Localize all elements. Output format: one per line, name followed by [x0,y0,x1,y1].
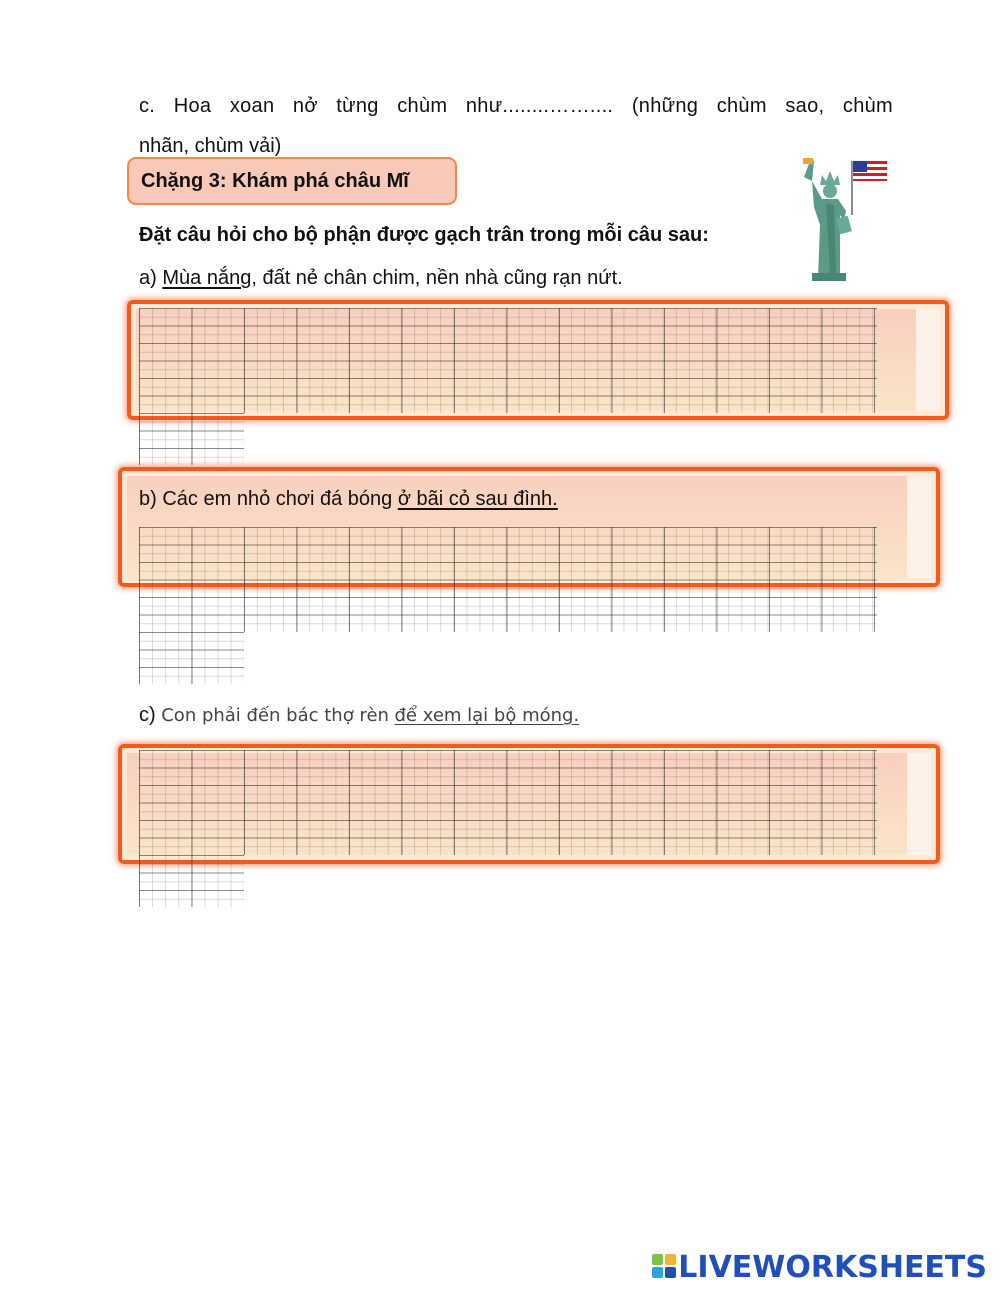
question-b-plain: Các em nhỏ chơi đá bóng [162,488,393,510]
question-c-underlined: để xem lại bộ móng. [394,705,580,726]
statue-of-liberty-icon [800,155,890,285]
liveworksheets-logo-icon [652,1251,676,1286]
question-a-underlined: Mùa nắng [162,267,252,289]
question-a-rest: , đất nẻ chân chim, nền nhà cũng rạn nứt. [251,267,623,289]
writing-grid-b [139,527,877,632]
question-c [139,701,579,730]
question-c-plain: Con phải đến bác thợ rèn [161,705,389,726]
question-b [139,485,558,513]
stage-title: Chặng 3: Khám phá châu Mĩ [127,157,457,205]
question-a [139,264,623,292]
question-c-previous-line1: c. Hoa xoan nở từng chùm như........…….... (những chùm sao, chùm [139,95,893,117]
writing-grid-a-overflow [139,413,244,465]
instruction-text: Đặt câu hỏi cho bộ phận được gạch trân trong mỗi câu sau: [139,224,709,246]
question-c-label: c) [139,704,156,726]
question-a-label: a) [139,267,157,289]
question-b-label: b) [139,488,157,510]
writing-grid-c [139,750,877,855]
question-c-previous-line2: nhãn, chùm vải) [139,135,282,157]
writing-grid-b-overflow [139,632,244,684]
liveworksheets-logo[interactable] [652,1250,987,1286]
question-b-underlined: ở bãi cỏ sau đình. [397,488,558,510]
writing-grid-a [139,308,877,413]
brand-name: LIVEWORKSHEETS [678,1250,987,1285]
writing-grid-c-overflow [139,855,244,907]
